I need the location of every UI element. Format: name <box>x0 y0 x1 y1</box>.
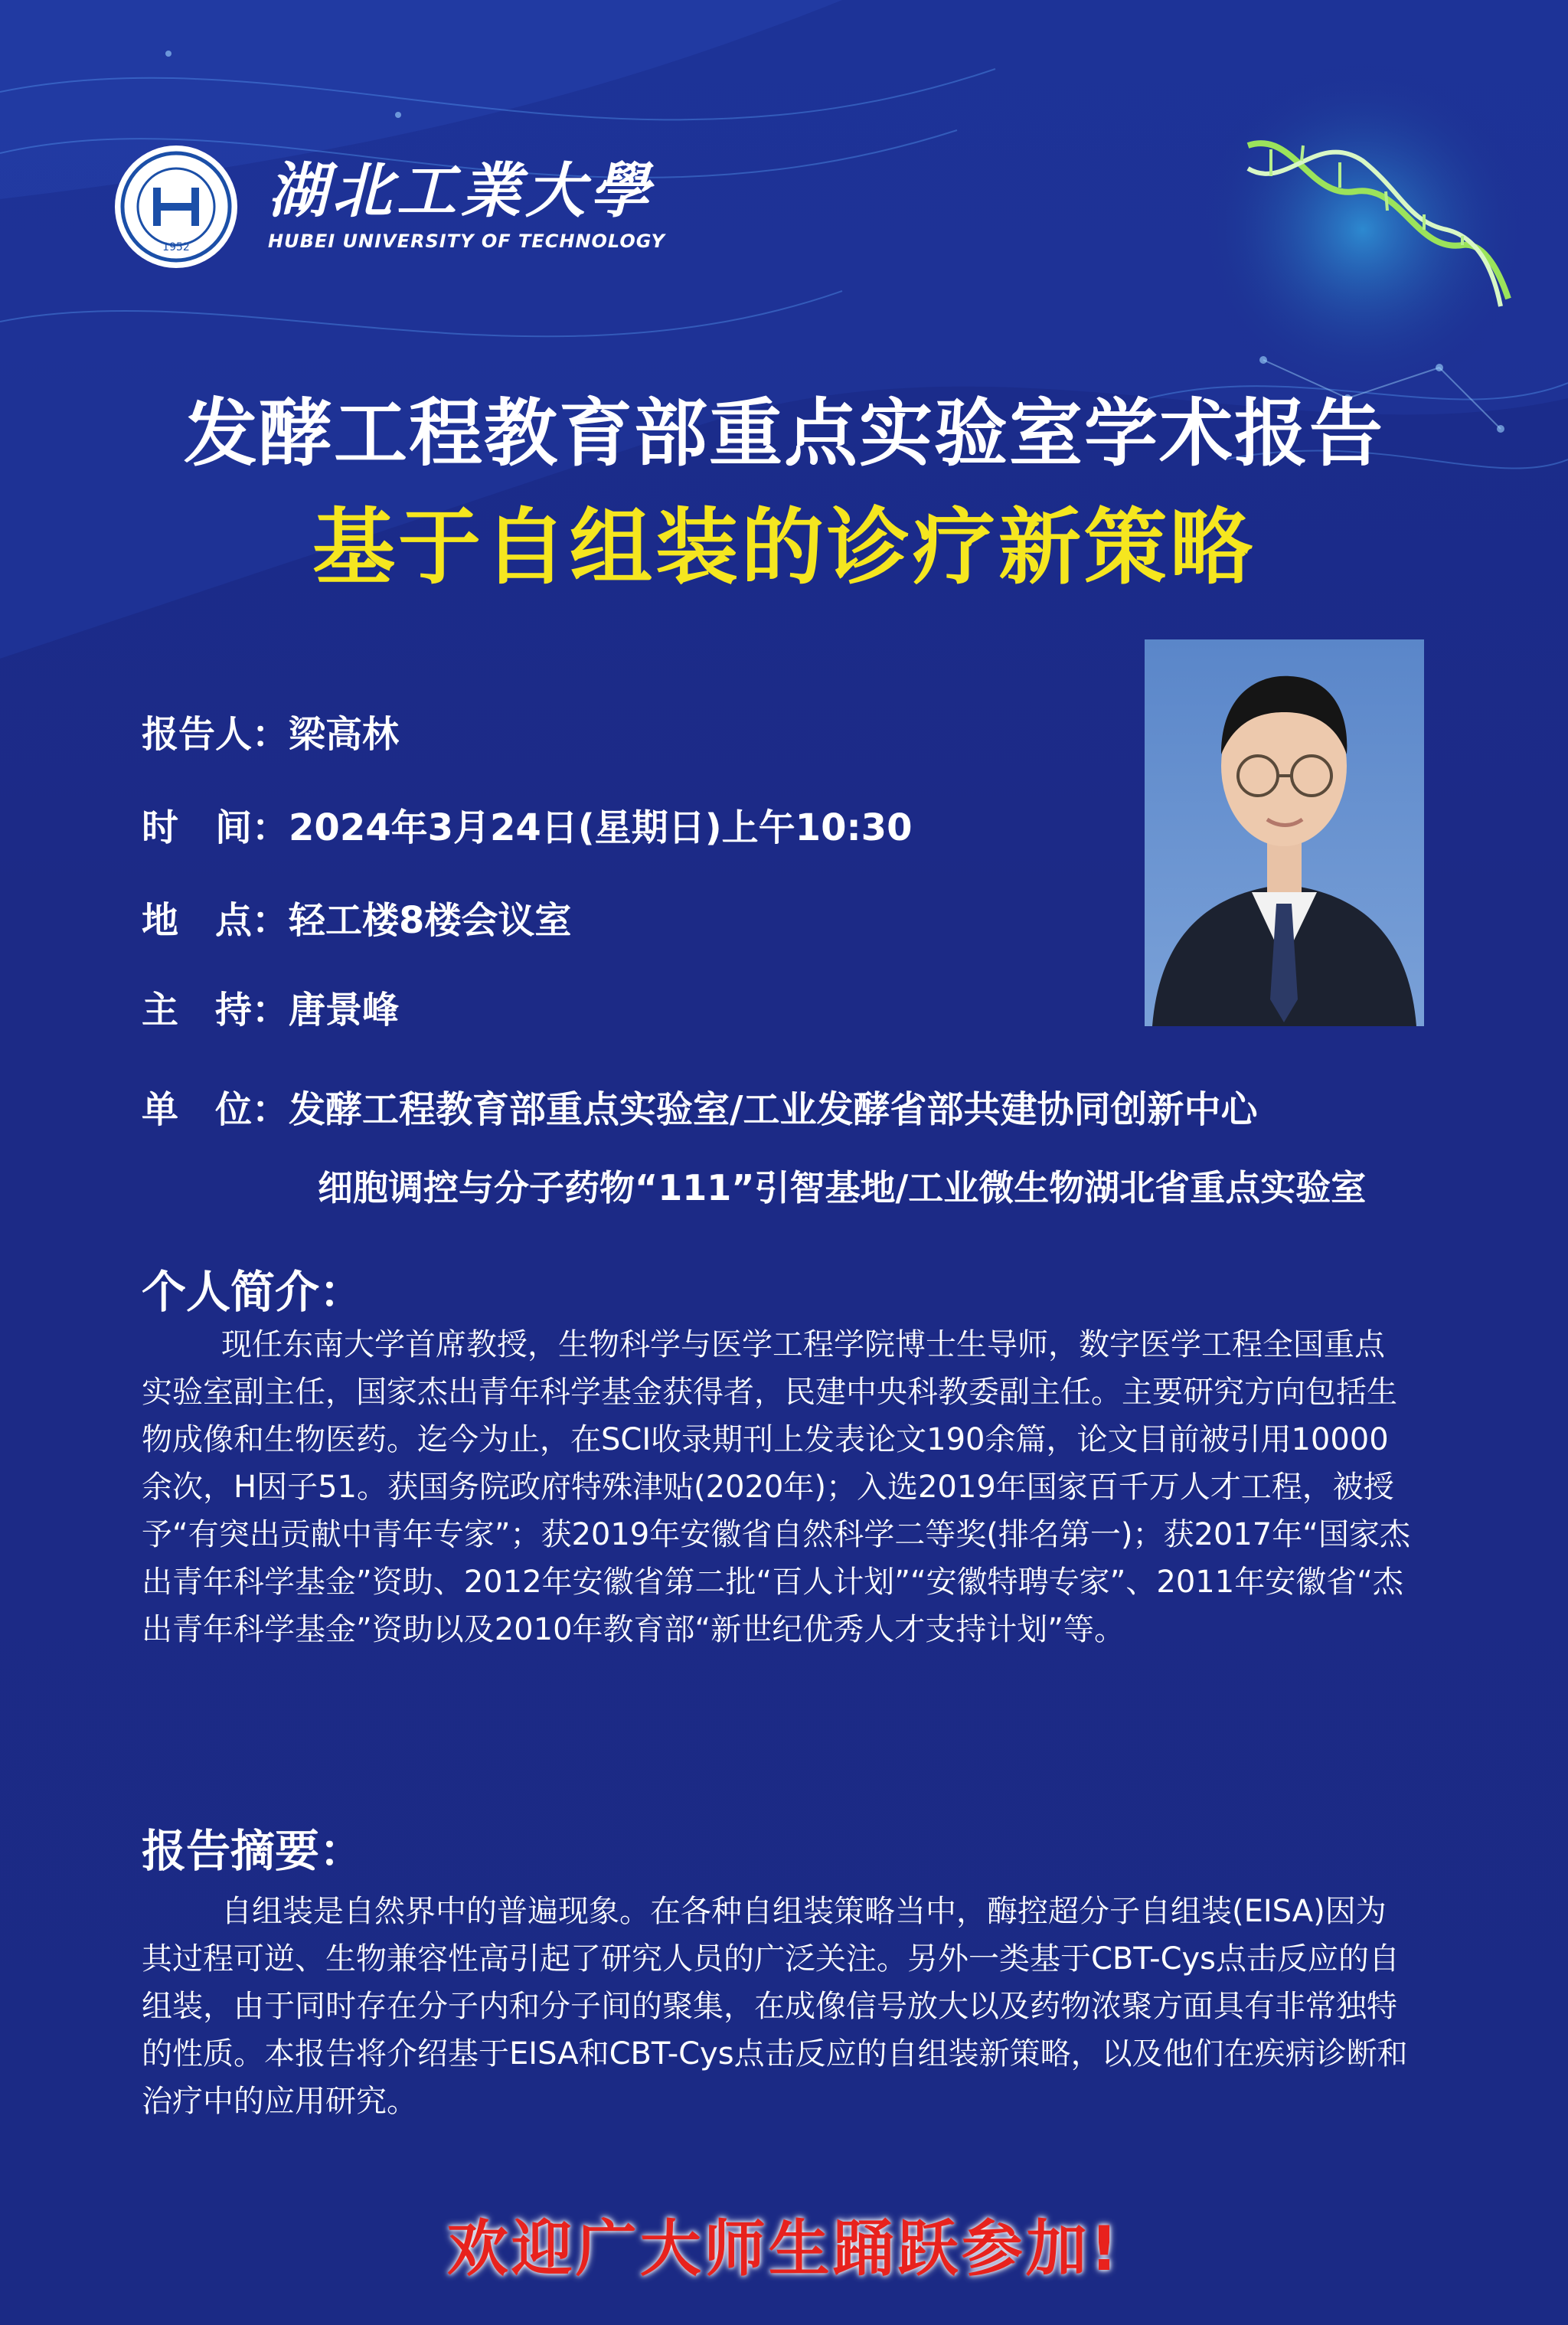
university-name-cn: 湖北工業大學 <box>268 156 655 226</box>
report-subtitle: 基于自组装的诊疗新策略 <box>312 500 1256 596</box>
abstract-text: 自组装是自然界中的普遍现象。在各种自组装策略当中，酶控超分子自组装(EISA)因为其过程可逆、生物兼容性高引起了研究人员的广泛关注。另外一类基于CBT-Cys点击反应的自组装，由于同时存在分子内和分子间的聚集，在成像信号放大以及药物浓聚方面具有非常独特的性质。本报告将介绍基于EISA和CBT-Cys点击反应的自组装新策略，以及他们在疾病诊断和治疗中的应用研究。 <box>142 1894 1408 2119</box>
time-label: 时 间： <box>142 806 289 849</box>
speaker-line <box>142 705 399 757</box>
time-line <box>142 798 912 851</box>
host-value: 唐景峰 <box>289 989 400 1032</box>
seal-year: 1952 <box>162 241 190 253</box>
speaker-name: 梁高林 <box>289 713 400 756</box>
page-title: 发酵工程教育部重点实验室学术报告 <box>184 391 1384 476</box>
unit-label: 单 位： <box>142 1088 289 1131</box>
speaker-label: 报告人： <box>142 713 289 756</box>
place-line <box>142 891 571 943</box>
unit-value-line2: 细胞调控与分子药物“111”引智基地/工业微生物湖北省重点实验室 <box>318 1167 1367 1208</box>
host-label: 主 持： <box>142 989 289 1032</box>
place-value: 轻工楼8楼会议室 <box>289 899 572 942</box>
unit-line <box>142 1080 1258 1133</box>
dna-helix-icon <box>1217 115 1524 329</box>
university-logo <box>115 146 665 268</box>
university-seal-icon <box>115 146 237 268</box>
bio-heading: 个人简介： <box>142 1266 364 1318</box>
abstract-heading: 报告摘要： <box>142 1825 364 1877</box>
speaker-photo <box>1145 639 1424 1026</box>
host-line <box>142 980 399 1033</box>
time-value: 2024年3月24日(星期日)上午10:30 <box>289 806 913 849</box>
bio-text: 现任东南大学首席教授，生物科学与医学工程学院博士生导师，数字医学工程全国重点实验室副主任，国家杰出青年科学基金获得者，民建中央科教委副主任。主要研究方向包括生物成像和生物医药。迄今为止，在SCI收录期刊上发表论文190余篇，论文目前被引用10000余次，H因子51。获国务院政府特殊津贴(2020年)；入选2019年国家百千万人才工程，被授予“有突出贡献中青年专家”；获2019年安徽省自然科学二等奖(排名第一)；获2017年“国家杰出青年科学基金”资助、2012年安徽省第二批“百人计划”“安徽特聘专家”、2011年安徽省“杰出青年科学基金”资助以及2010年教育部“新世纪优秀人才支持计划”等。 <box>142 1327 1410 1647</box>
place-label: 地 点： <box>142 899 289 942</box>
welcome-banner: 欢迎广大师生踊跃参加! <box>446 2213 1122 2284</box>
university-name-en: HUBEI UNIVERSITY OF TECHNOLOGY <box>268 231 665 252</box>
unit-value-line1: 发酵工程教育部重点实验室/工业发酵省部共建协同创新中心 <box>289 1088 1258 1131</box>
